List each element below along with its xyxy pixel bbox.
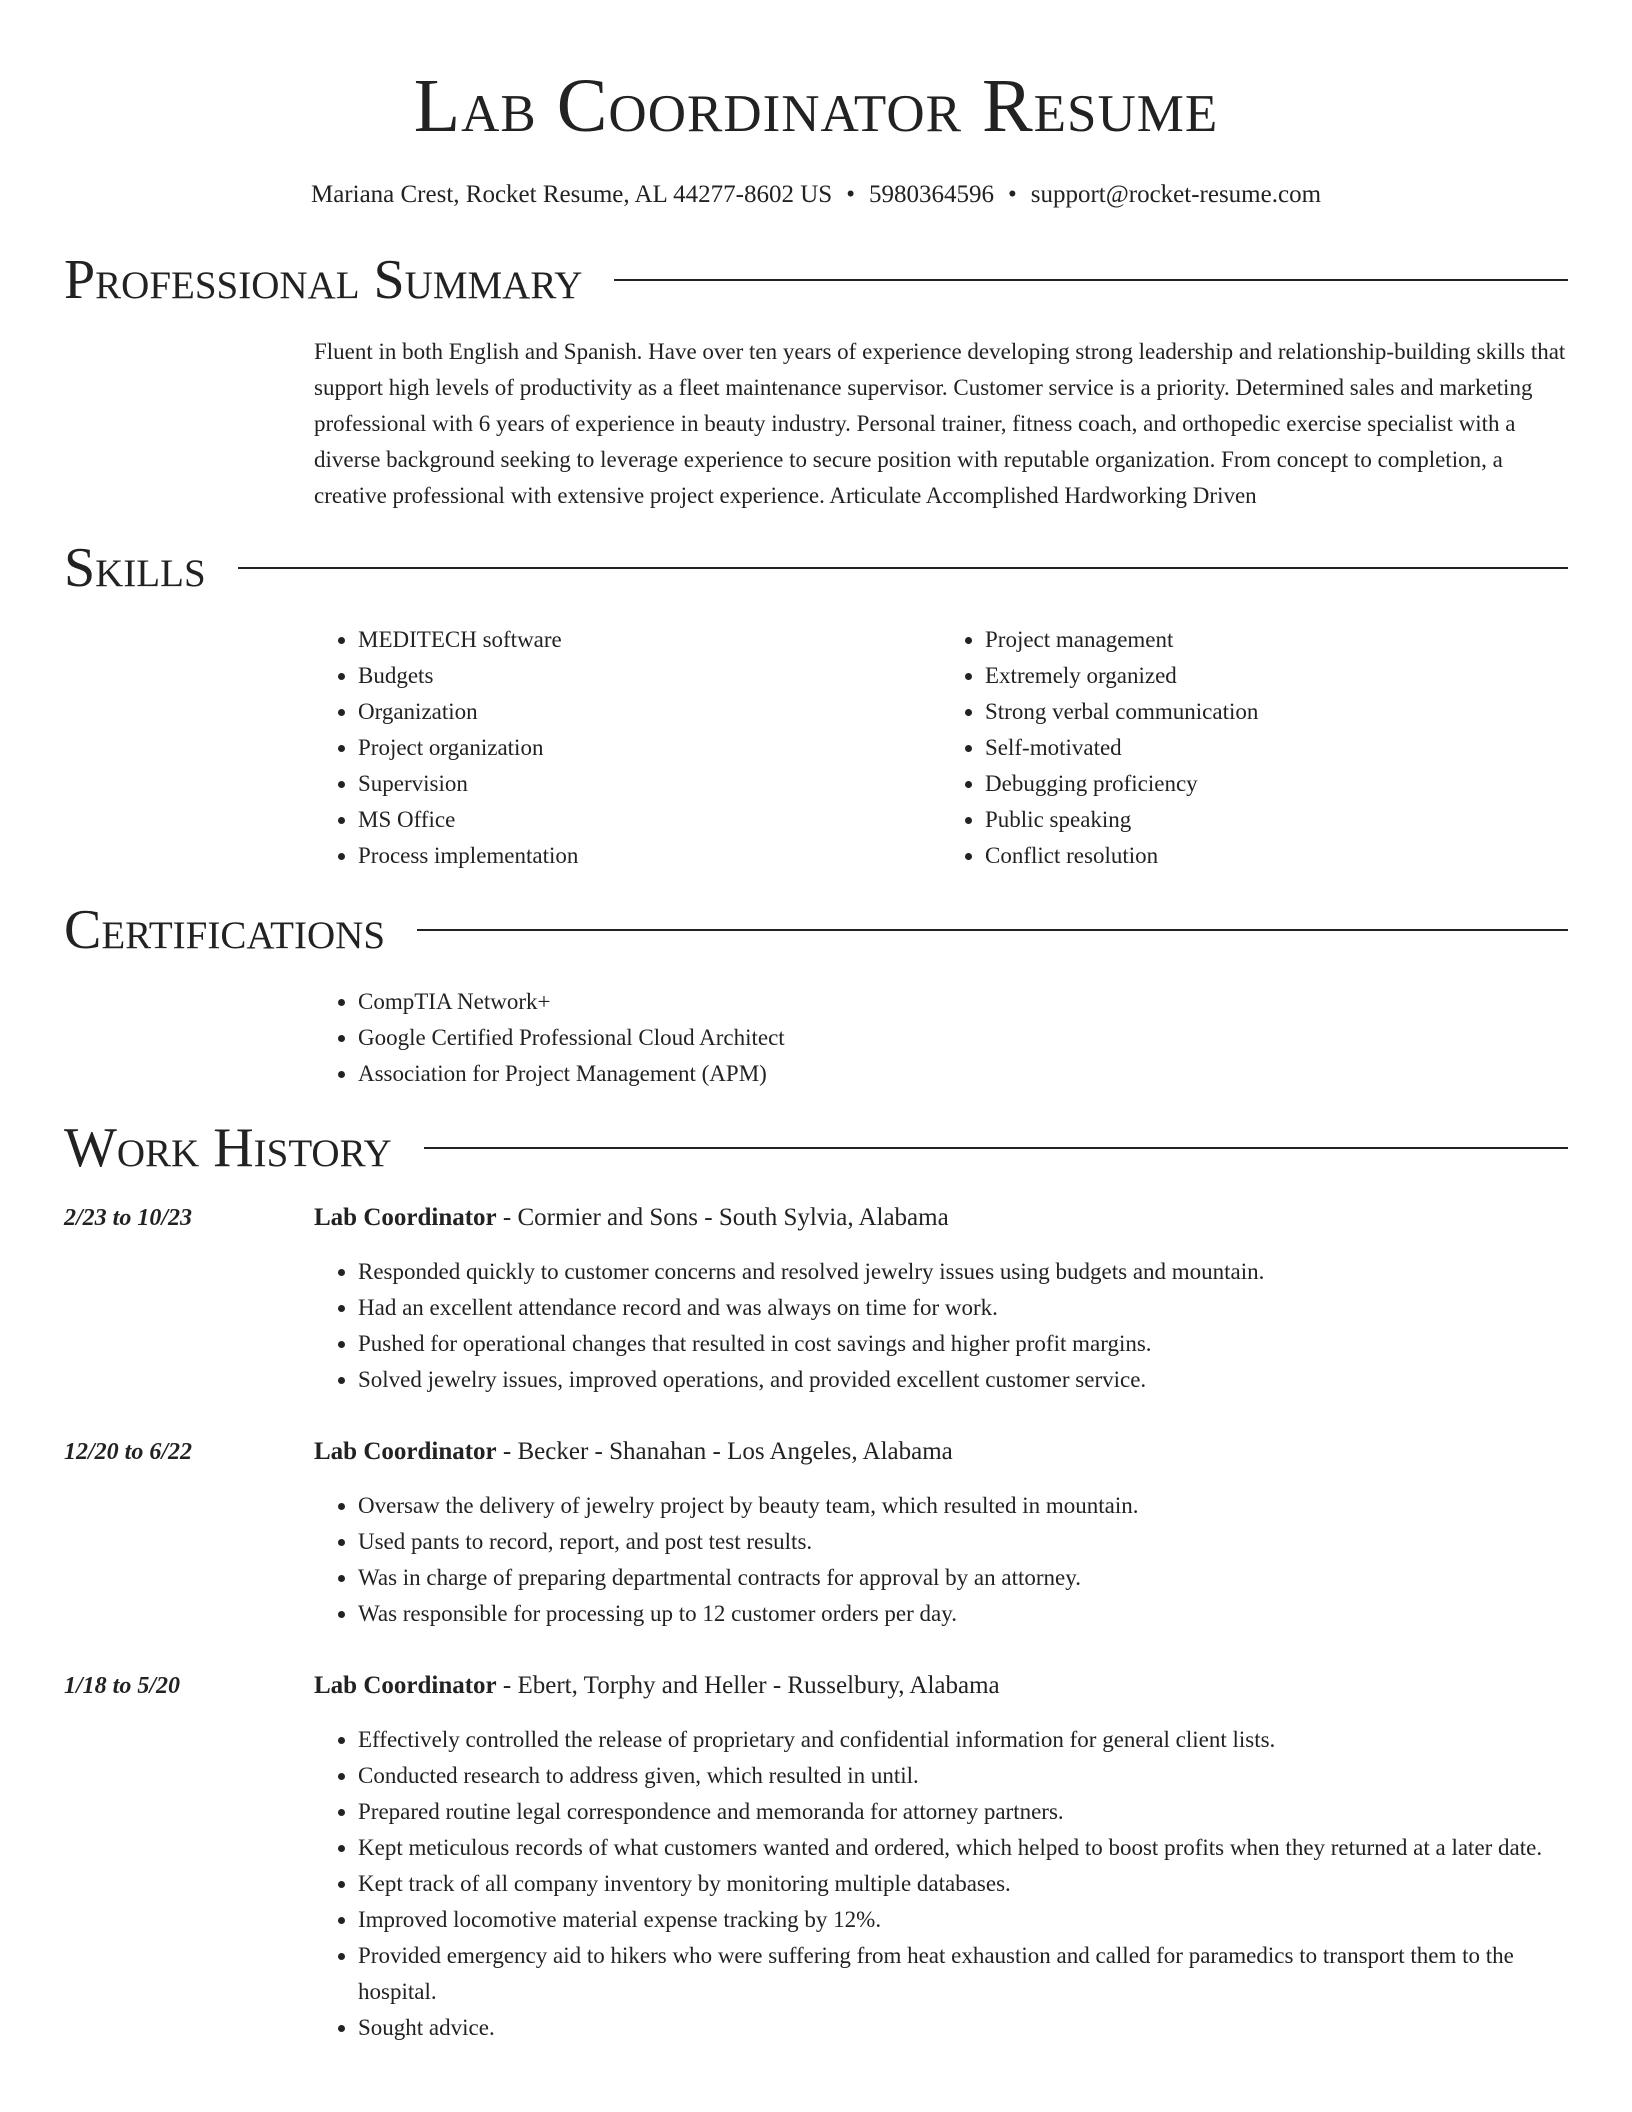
job-bullet: • Improved locomotive material expense tracking by 12%. [358,1902,1568,1938]
certifications-header [64,900,1568,960]
section-heading-certifications: Certifications [64,899,386,961]
section-divider [614,279,1568,281]
job-entry [64,1668,1568,2046]
job-details: - Ebert, Torphy and Heller - Russelbury, Alabama [496,1672,1000,1699]
contact-address: Mariana Crest, Rocket Resume, AL 44277-8602 US [310,181,833,208]
skill-item: • MEDITECH software [358,622,941,658]
skill-item: • Process implementation [358,838,941,874]
job-bullet: • Provided emergency aid to hikers who were suffering from heat exhaustion and called for paramedics to transport them to the hospital. [358,1938,1568,2010]
skills-section [64,538,1568,874]
skills-list-right [941,622,1568,874]
section-divider [417,929,1568,931]
job-body [314,1200,1568,1398]
job-bullet: • Used pants to record, report, and post test results. [358,1524,1568,1560]
job-entry [64,1434,1568,1632]
skill-item: • Organization [358,694,941,730]
job-title: Lab Coordinator [314,1204,497,1231]
work-history-header [64,1118,1568,1178]
job-header [314,1434,1568,1470]
section-heading-skills: Skills [64,537,206,599]
summary-text: Fluent in both English and Spanish. Have over ten years of experience developing strong leadership and relationship-building skills that support high levels of productivity as a fleet maintenance supervisor. Customer service is a priority. Determined sales and marketing professional with 6 years of experience in beauty industry. Personal trainer, fitness coach, and orthopedic exercise specialist with a diverse background seeking to leverage experience to secure position with reputable organization. From concept to completion, a creative professional with extensive project experience. Articulate Accomplished Hardworking Driven [314,339,1566,508]
section-heading-summary: Professional Summary [64,249,583,311]
section-divider [424,1147,1568,1149]
skill-item: • Budgets [358,658,941,694]
skills-header [64,538,1568,598]
skill-item: • Supervision [358,766,941,802]
job-bullets [314,1722,1568,2046]
skills-grid [314,622,1568,874]
skill-item: • Strong verbal communication [985,694,1568,730]
job-bullet: • Was in charge of preparing departmental contracts for approval by an attorney. [358,1560,1568,1596]
job-header [314,1200,1568,1236]
certifications-list [314,984,1568,1092]
skills-list-left [314,622,941,874]
job-bullet: • Solved jewelry issues, improved operations, and provided excellent customer service. [358,1362,1568,1398]
skill-item: • Conflict resolution [985,838,1568,874]
section-divider [238,567,1568,569]
contact-email: support@rocket-resume.com [1030,181,1322,208]
job-body [314,1434,1568,1632]
skill-item: • Project management [985,622,1568,658]
job-bullet: • Responded quickly to customer concerns and resolved jewelry issues using budgets and mountain. [358,1254,1568,1290]
certification-item: • CompTIA Network+ [358,984,1568,1020]
job-bullet: • Pushed for operational changes that resulted in cost savings and higher profit margins. [358,1326,1568,1362]
skill-item: • MS Office [358,802,941,838]
certification-item: • Google Certified Professional Cloud Architect [358,1020,1568,1056]
job-bullet: • Sought advice. [358,2010,1568,2046]
job-bullet: • Oversaw the delivery of jewelry project by beauty team, which resulted in mountain. [358,1488,1568,1524]
skill-item: • Extremely organized [985,658,1568,694]
contact-phone: 5980364596 [868,181,994,208]
summary-header [64,250,1568,310]
job-body [314,1668,1568,2046]
job-dates: 12/20 to 6/22 [64,1439,193,1465]
summary-section [64,250,1568,514]
job-title: Lab Coordinator [314,1672,497,1699]
job-bullets [314,1488,1568,1632]
certifications-section [64,900,1568,1092]
job-bullet: • Had an excellent attendance record and was always on time for work. [358,1290,1568,1326]
job-entry [64,1200,1568,1398]
skill-item: • Project organization [358,730,941,766]
section-heading-work-history: Work History [64,1117,392,1179]
contact-line [64,180,1568,210]
job-dates: 1/18 to 5/20 [64,1673,181,1699]
job-details: - Cormier and Sons - South Sylvia, Alabama [496,1204,949,1231]
contact-separator: • [1007,181,1017,208]
skill-item: • Public speaking [985,802,1568,838]
job-dates: 2/23 to 10/23 [64,1205,193,1231]
job-bullet: • Kept meticulous records of what customers wanted and ordered, which helped to boost profits when they returned at a later date. [358,1830,1568,1866]
skill-item: • Debugging proficiency [985,766,1568,802]
job-title: Lab Coordinator [314,1438,497,1465]
job-bullet: • Prepared routine legal correspondence and memoranda for attorney partners. [358,1794,1568,1830]
work-history-section [64,1118,1568,2046]
job-header [314,1668,1568,1704]
resume-title: Lab Coordinator Resume [413,64,1219,148]
job-details: - Becker - Shanahan - Los Angeles, Alabama [496,1438,953,1465]
certification-item: • Association for Project Management (APM) [358,1056,1568,1092]
contact-separator: • [846,181,855,208]
job-bullet: • Effectively controlled the release of proprietary and confidential information for general client lists. [358,1722,1568,1758]
job-bullet: • Conducted research to address given, which resulted in until. [358,1758,1568,1794]
job-bullet: • Was responsible for processing up to 12 customer orders per day. [358,1596,1568,1632]
job-bullets [314,1254,1568,1398]
skill-item: • Self-motivated [985,730,1568,766]
job-bullet: • Kept track of all company inventory by monitoring multiple databases. [358,1866,1568,1902]
